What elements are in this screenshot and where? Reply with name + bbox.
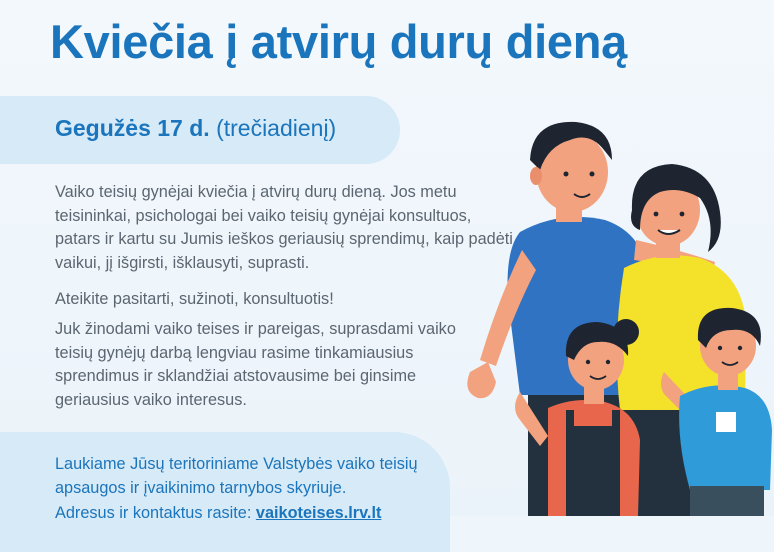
family-illustration (450, 120, 774, 516)
contacts-link[interactable]: vaikoteises.lrv.lt (255, 504, 382, 522)
event-date-main: Gegužės 17 d. (55, 115, 210, 141)
contacts-line (55, 502, 455, 526)
intro-paragraph: Vaiko teisių gynėjai kviečia į atvirų durų dieną. Jos metu teisininkai, psichologai bei vaiko teisių gynėjai konsultuos, patars ir kartu su Jumis ieškos geriausių sprendimų, kaip padėti vaikui, jį išgirsti, išklausyti, suprasti. (55, 183, 513, 272)
event-date (55, 115, 336, 142)
event-weekday: (trečiadienį) (216, 115, 337, 141)
invitation-paragraph: Ateikite pasitarti, sužinoti, konsultuotis! (55, 290, 334, 308)
info-text: Laukiame Jūsų teritoriniame Valstybės vaiko teisių apsaugos ir įvaikinimo tarnybos skyriuje. (55, 455, 418, 497)
page-title: Kviečia į atvirų durų dieną (50, 15, 627, 68)
contacts-prefix: Adresus ir kontaktus rasite: (55, 504, 256, 522)
rights-paragraph: Juk žinodami vaiko teises ir pareigas, suprasdami vaiko teisių gynėjų darbą lengviau rasime tinkamiausius sprendimus ir sklandžiai atstovausime bei ginsime geriausius vaiko interesus. (55, 320, 456, 409)
